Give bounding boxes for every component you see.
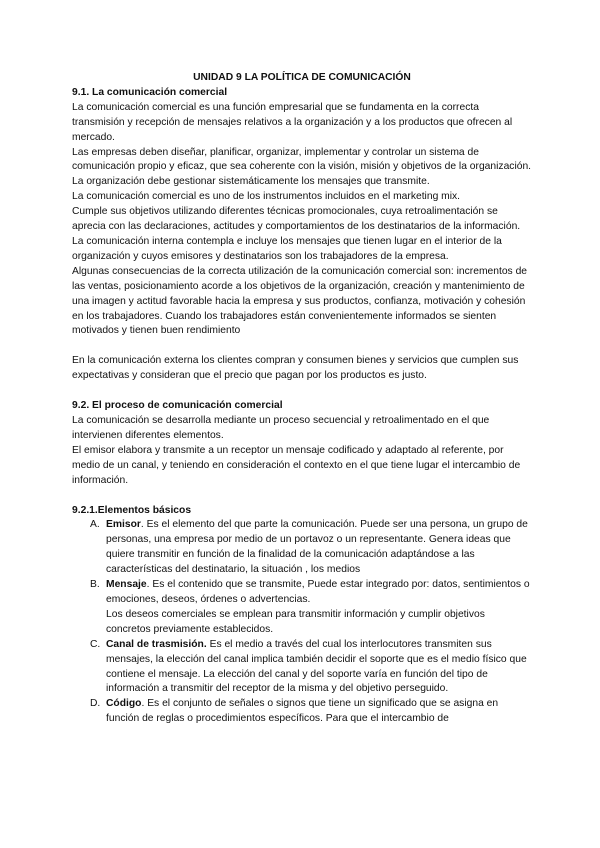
item-extra-text: Los deseos comerciales se emplean para transmitir información y cumplir objetivos concretos previamente establecidos.	[106, 608, 485, 635]
paragraph: La organización debe gestionar sistemáticamente los mensajes que transmite.	[72, 176, 430, 188]
item-term: Código	[106, 698, 142, 710]
paragraph: En la comunicación externa los clientes compran y consumen bienes y servicios que cumplen sus expectativas y consideran que el precio que pagan por los productos es justo.	[72, 355, 519, 382]
document-body	[72, 71, 532, 727]
list-letter: A.	[90, 519, 100, 531]
paragraph: La comunicación se desarrolla mediante un proceso secuencial y retroalimentado en el que intervienen diferentes elementos.	[72, 415, 490, 441]
list-item	[90, 518, 532, 578]
section-heading-9-2-1: 9.2.1.Elementos básicos	[72, 504, 192, 516]
item-term: Emisor	[106, 519, 141, 531]
document-title: UNIDAD 9 LA POLÍTICA DE COMUNICACIÓN	[193, 72, 411, 83]
item-text: . Es el elemento del que parte la comunicación. Puede ser una persona, un grupo de personas, una empresa por medio de un portavoz o un representante. Genera ideas que quiere transmitir en función de la finalidad de la comunicación adaptándose a las características del destinatario, la situación , los medios	[106, 519, 528, 576]
item-text: Es el medio a través del cual los interlocutores transmiten sus mensajes, la elección del canal implica también decidir el soporte que es el medio físico que contiene el mensaje. La elección del canal y del soporte varía en función del tipo de información a transmitir del receptor de la misma y del objetivo perseguido.	[106, 638, 527, 695]
list-letter: C.	[90, 638, 101, 650]
paragraph: Las empresas deben diseñar, planificar, organizar, implementar y controlar un sistema de comunicación propio y eficaz, que sea coherente con la visión, misión y objetivos de la organización.	[72, 146, 532, 173]
paragraph: La comunicación comercial es uno de los instrumentos incluidos en el marketing mix.	[72, 191, 461, 203]
spacer	[72, 489, 532, 504]
list-letter: D.	[90, 698, 101, 710]
paragraph: Cumple sus objetivos utilizando diferentes técnicas promocionales, cuya retroalimentación se aprecia con las declaraciones, actitudes y comportamientos de los destinatarios de la información.	[72, 206, 521, 233]
elements-list	[72, 518, 532, 727]
item-text: . Es el contenido que se transmite, Puede estar integrado por: datos, sentimientos o emociones, deseos, órdenes o advertencias.	[106, 579, 530, 605]
paragraph: La comunicación interna contempla e incluye los mensajes que tienen lugar en el interior de la organización y cuyos emisores y destinatarios son los trabajadores de la empresa.	[72, 235, 502, 262]
item-term: Canal de trasmisión.	[106, 638, 207, 650]
item-text: . Es el conjunto de señales o signos que tiene un significado que se asigna en función de reglas o procedimientos específicos. Para que el intercambio de	[106, 698, 499, 725]
spacer	[72, 384, 532, 399]
paragraph: El emisor elabora y transmite a un receptor un mensaje codificado y adaptado al referente, por medio de un canal, y teniendo en consideración el contexto en el que tiene lugar el intercambio de información.	[72, 444, 521, 486]
spacer	[72, 339, 532, 354]
section-heading-9-2: 9.2. El proceso de comunicación comercial	[72, 400, 283, 412]
section-heading-9-1: 9.1. La comunicación comercial	[72, 86, 228, 98]
list-item	[90, 697, 532, 727]
list-item	[90, 638, 532, 698]
list-letter: B.	[90, 579, 100, 591]
item-term: Mensaje	[106, 579, 147, 591]
paragraph: Algunas consecuencias de la correcta utilización de la comunicación comercial son: incrementos de las ventas, posicionamiento acorde a los objetivos de la organización, creación y mantenimiento de una imagen y actitud favorable hacia la empresa y sus productos, confianza, motivación y cohesión en los trabajadores. Cuando los trabajadores están convenientemente informados se sienten motivados y tienen buen rendimiento	[72, 265, 528, 337]
paragraph: La comunicación comercial es una función empresarial que se fundamenta en la correcta transmisión y recepción de mensajes relativos a la organización y a los productos que ofrecen al mercado.	[72, 101, 513, 143]
list-item	[90, 578, 532, 638]
